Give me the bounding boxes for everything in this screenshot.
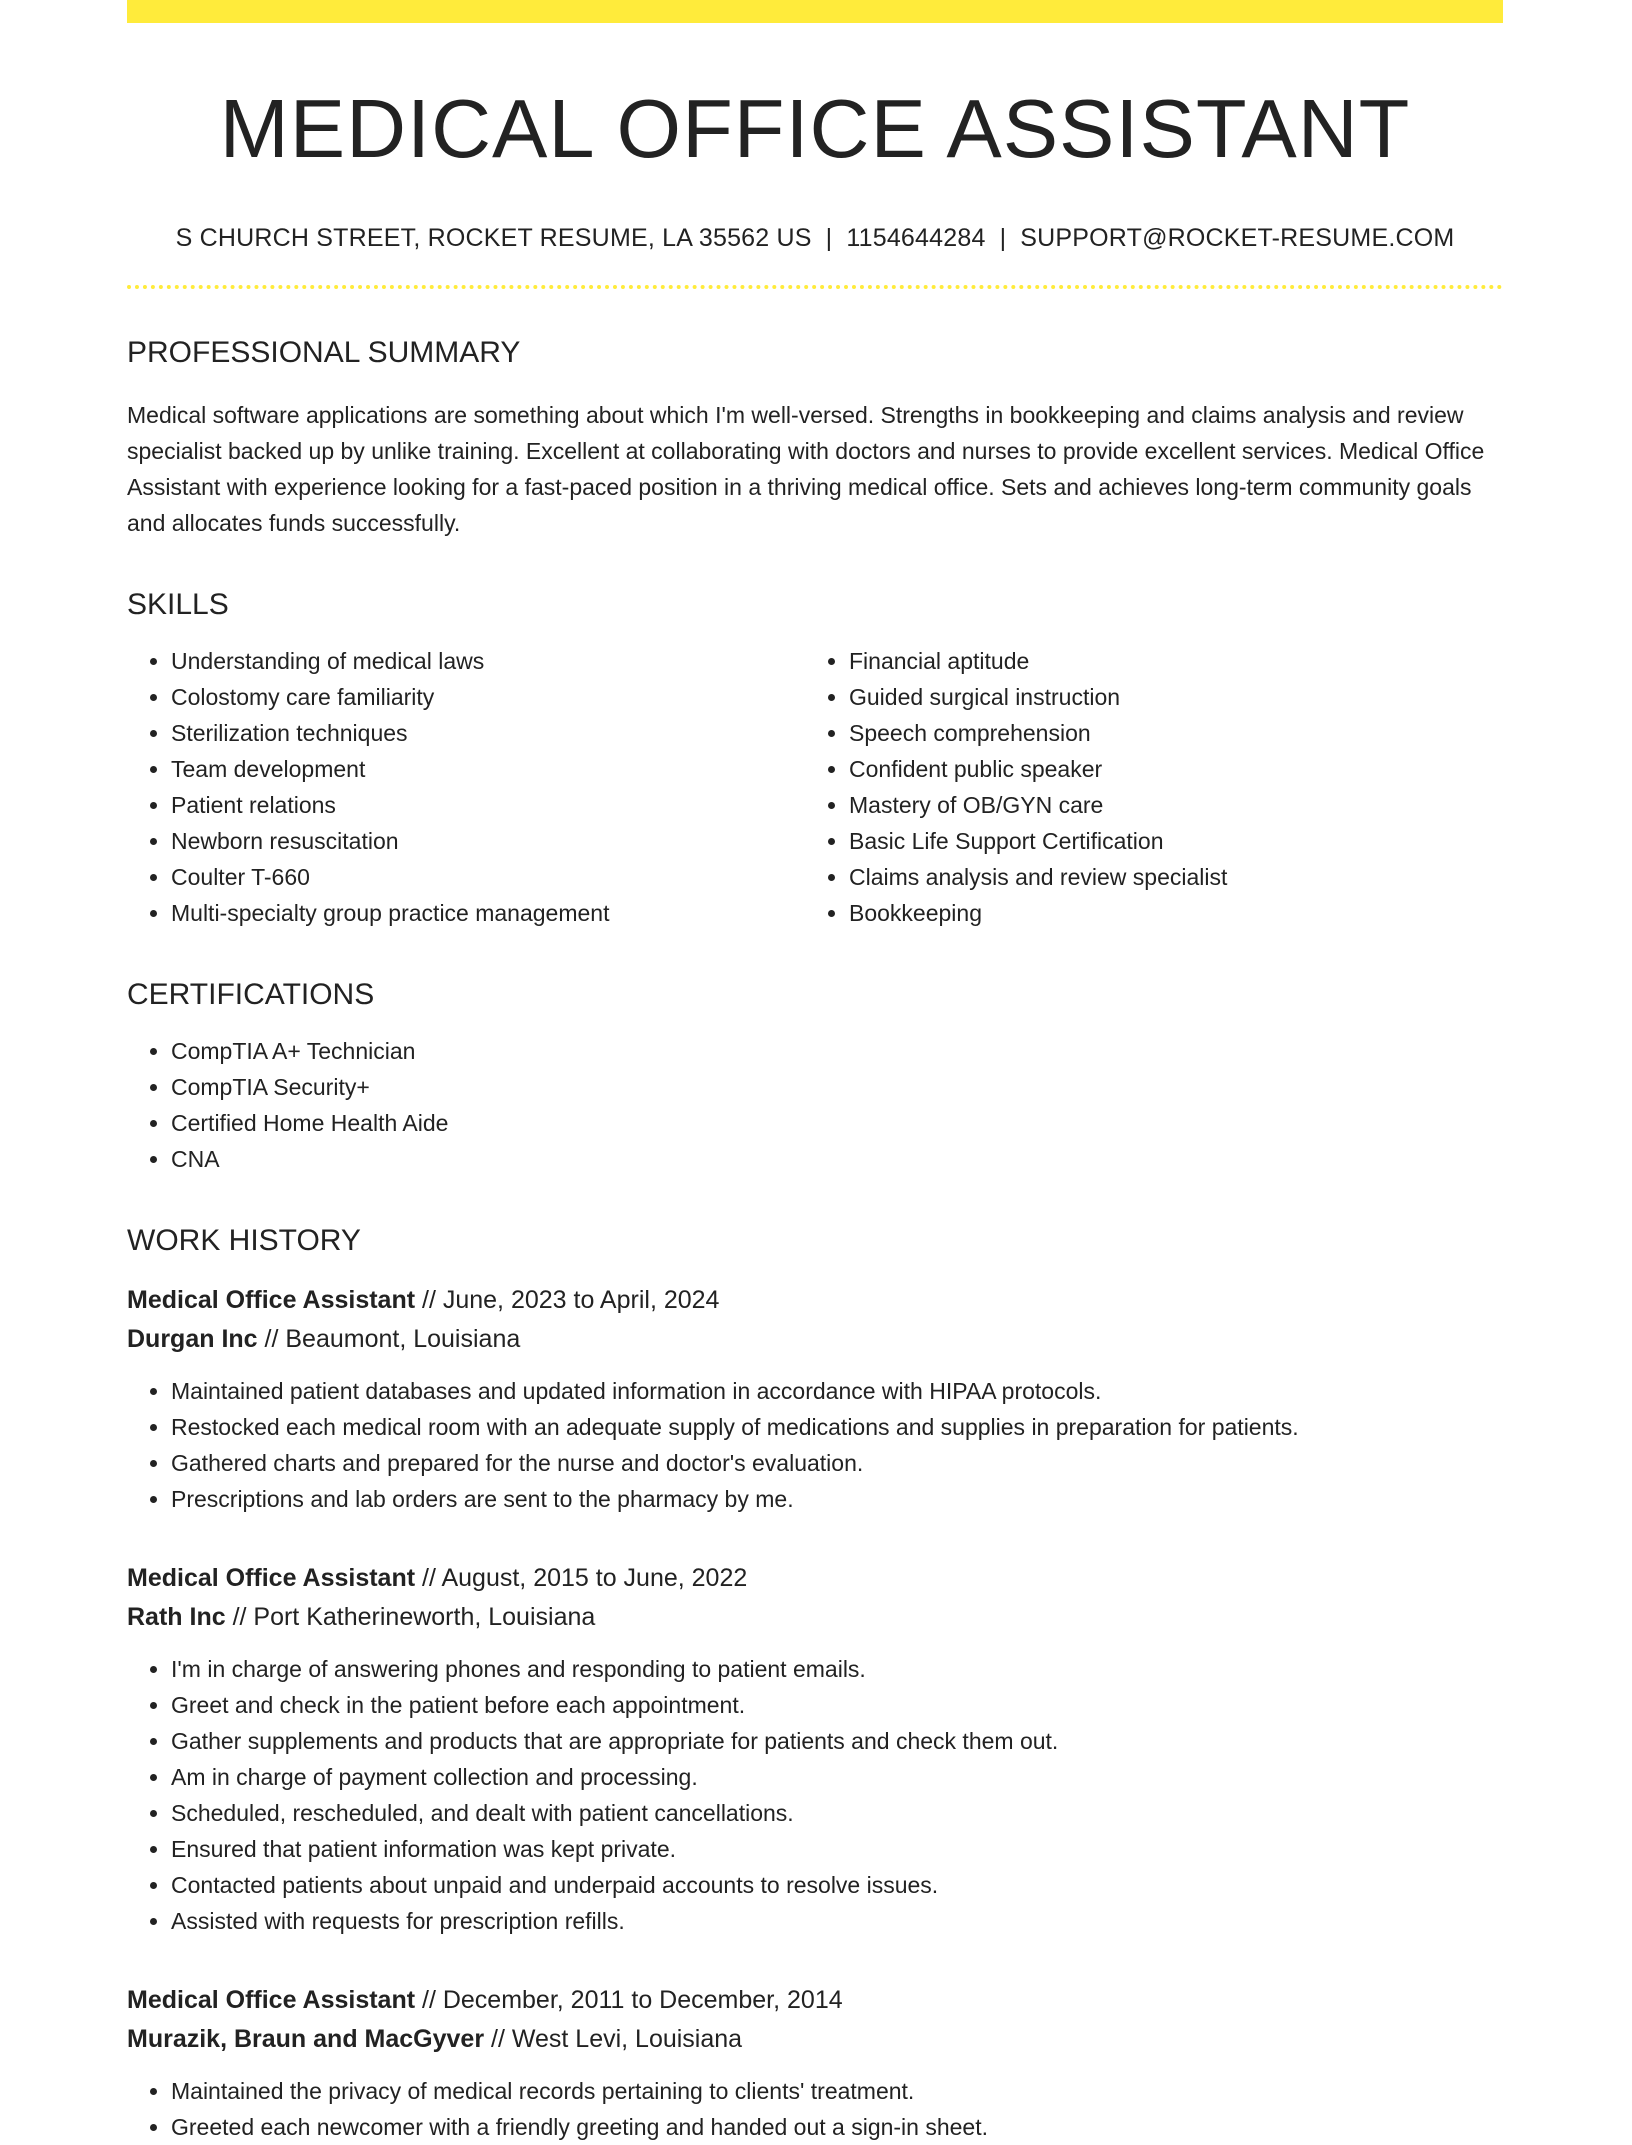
skill-item: • Mastery of OB/GYN care xyxy=(849,787,1483,823)
skill-item: • Patient relations xyxy=(171,787,805,823)
contact-email: SUPPORT@ROCKET-RESUME.COM xyxy=(1020,224,1455,253)
skill-item: • Understanding of medical laws xyxy=(171,643,805,679)
contact-address: S CHURCH STREET, ROCKET RESUME, LA 35562 US xyxy=(175,224,812,253)
job-company: Durgan Inc xyxy=(127,1324,258,1353)
certification-item: • CompTIA A+ Technician xyxy=(171,1033,1503,1069)
job-title: Medical Office Assistant xyxy=(127,1985,416,2014)
job-location: // Beaumont, Louisiana xyxy=(257,1324,521,1353)
job-title: Medical Office Assistant xyxy=(127,1285,416,1314)
skill-item: • Guided surgical instruction xyxy=(849,679,1483,715)
job-company-line xyxy=(127,1320,1503,1359)
section-heading-certifications: CERTIFICATIONS xyxy=(127,977,375,1011)
skill-item: • Confident public speaker xyxy=(849,751,1483,787)
dotted-divider xyxy=(127,285,1503,289)
job-location: // Port Katherineworth, Louisiana xyxy=(225,1602,596,1631)
skill-item: • Speech comprehension xyxy=(849,715,1483,751)
job-title-line xyxy=(127,1981,1503,2020)
job-duties-list xyxy=(127,1373,1503,1517)
job-duty: • Greet and check in the patient before each appointment. xyxy=(171,1687,1503,1723)
section-heading-skills: SKILLS xyxy=(127,587,229,621)
skill-item: • Financial aptitude xyxy=(849,643,1483,679)
job-duty: • Am in charge of payment collection and processing. xyxy=(171,1759,1503,1795)
accent-bar xyxy=(127,0,1503,23)
job-duty: • Gathered charts and prepared for the nurse and doctor's evaluation. xyxy=(171,1445,1503,1481)
job-location: // West Levi, Louisiana xyxy=(484,2024,743,2053)
job-company: Murazik, Braun and MacGyver xyxy=(127,2024,485,2053)
job-dates: // December, 2011 to December, 2014 xyxy=(415,1985,843,2014)
section-heading-work-history: WORK HISTORY xyxy=(127,1223,361,1257)
job-company: Rath Inc xyxy=(127,1602,226,1631)
job-title-line xyxy=(127,1281,1503,1320)
contact-separator: | xyxy=(825,224,833,253)
job-duty: • Gather supplements and products that are appropriate for patients and check them out. xyxy=(171,1723,1503,1759)
job-duty: • Maintained patient databases and updated information in accordance with HIPAA protocols. xyxy=(171,1373,1503,1409)
work-history-section xyxy=(127,1223,1503,2145)
skill-item: • Multi-specialty group practice management xyxy=(171,895,805,931)
job-entry xyxy=(127,1981,1503,2145)
job-duty: • Scheduled, rescheduled, and dealt with patient cancellations. xyxy=(171,1795,1503,1831)
job-duties-list xyxy=(127,2073,1503,2145)
summary-section xyxy=(127,335,1503,541)
certification-item: • CompTIA Security+ xyxy=(171,1069,1503,1105)
certifications-section xyxy=(127,977,1503,1177)
skill-item: • Bookkeeping xyxy=(849,895,1483,931)
contact-line xyxy=(127,222,1503,255)
candidate-title: MEDICAL OFFICE ASSISTANT xyxy=(219,82,1411,175)
skill-item: • Coulter T-660 xyxy=(171,859,805,895)
job-duty: • Assisted with requests for prescription refills. xyxy=(171,1903,1503,1939)
job-duty: • Restocked each medical room with an adequate supply of medications and supplies in preparation for patients. xyxy=(171,1409,1503,1445)
skill-item: • Claims analysis and review specialist xyxy=(849,859,1483,895)
skill-item: • Newborn resuscitation xyxy=(171,823,805,859)
skills-list-left xyxy=(127,643,805,931)
resume-sheet xyxy=(127,0,1503,2145)
contact-phone: 1154644284 xyxy=(846,224,986,253)
skill-item: • Sterilization techniques xyxy=(171,715,805,751)
skills-columns xyxy=(127,643,1503,931)
job-company-line xyxy=(127,2020,1503,2059)
skill-item: • Colostomy care familiarity xyxy=(171,679,805,715)
job-duty: • Contacted patients about unpaid and underpaid accounts to resolve issues. xyxy=(171,1867,1503,1903)
job-title: Medical Office Assistant xyxy=(127,1563,416,1592)
certification-item: • Certified Home Health Aide xyxy=(171,1105,1503,1141)
section-heading-summary: PROFESSIONAL SUMMARY xyxy=(127,335,521,369)
certifications-list xyxy=(127,1033,1503,1177)
contact-separator: | xyxy=(999,224,1007,253)
job-duty: • I'm in charge of answering phones and responding to patient emails. xyxy=(171,1651,1503,1687)
skills-list-right xyxy=(805,643,1483,931)
skill-item: • Basic Life Support Certification xyxy=(849,823,1483,859)
job-duty: • Maintained the privacy of medical records pertaining to clients' treatment. xyxy=(171,2073,1503,2109)
summary-text: Medical software applications are something about which I'm well-versed. Strengths in bookkeeping and claims analysis and review specialist backed up by unlike training. Excellent at collaborating with doctors and nurses to provide excellent services. Medical Office Assistant with experience looking for a fast-paced position in a thriving medical office. Sets and achieves long-term community goals and allocates funds successfully. xyxy=(127,401,1485,536)
job-duties-list xyxy=(127,1651,1503,1939)
job-duty: • Ensured that patient information was kept private. xyxy=(171,1831,1503,1867)
job-duty: • Greeted each newcomer with a friendly greeting and handed out a sign-in sheet. xyxy=(171,2109,1503,2145)
job-title-line xyxy=(127,1559,1503,1598)
job-company-line xyxy=(127,1598,1503,1637)
skills-section xyxy=(127,587,1503,931)
skill-item: • Team development xyxy=(171,751,805,787)
job-entry xyxy=(127,1281,1503,1517)
job-dates: // August, 2015 to June, 2022 xyxy=(415,1563,748,1592)
job-entry xyxy=(127,1559,1503,1939)
job-duty: • Prescriptions and lab orders are sent to the pharmacy by me. xyxy=(171,1481,1503,1517)
certification-item: • CNA xyxy=(171,1141,1503,1177)
job-dates: // June, 2023 to April, 2024 xyxy=(415,1285,720,1314)
